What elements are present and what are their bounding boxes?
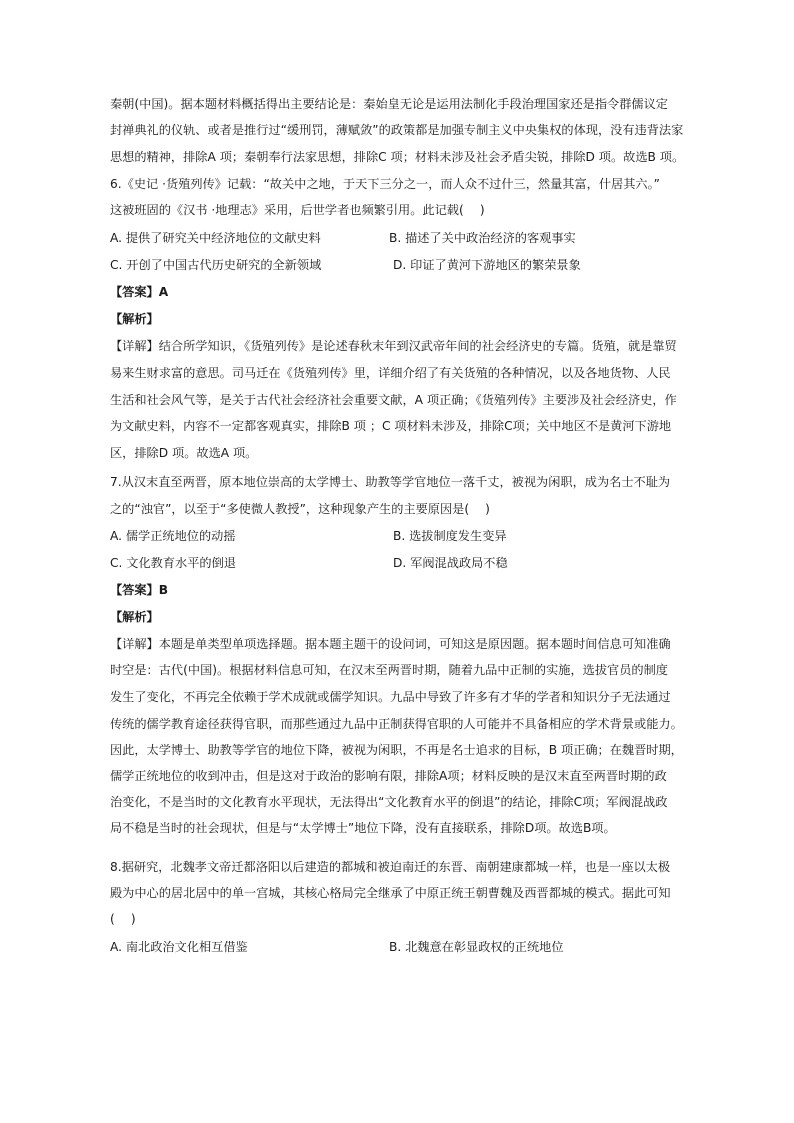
q6-detail-line-3: 生活和社会风气等，是关于古代社会经济社会重要文献，A 项正确；《货殖列传》主要涉及社会经济史，作 xyxy=(110,393,677,407)
q7-detail-line-5: 因此，太学博士、助教等学官的地位下降，被视为闲职，不再是名士追求的目标，B 项正确；在魏晋时期， xyxy=(110,743,683,757)
q7-analysis-label: 【解析】 xyxy=(110,610,159,624)
q7-detail-line-3: 发生了变化，不再完全依赖于学术成就或儒学知识。九品中导致了许多有才华的学者和知识分子无法通过 xyxy=(110,690,671,704)
q8-stem-line-3: ( ) xyxy=(110,912,136,926)
q7-option-a: A. 儒学正统地位的动摇 xyxy=(110,529,236,543)
q7-stem-line-2: 之的“浊官”，以至于“多使微人教授”，这种现象产生的主要原因是( ) xyxy=(110,502,490,516)
q6-option-a: A. 提供了研究关中经济地位的文献史料 xyxy=(110,231,321,245)
q6-option-d: D. 印证了黄河下游地区的繁荣景象 xyxy=(393,258,581,272)
q7-option-c: C. 文化教育水平的倒退 xyxy=(110,556,236,570)
q8-option-a: A. 南北政治文化相互借鉴 xyxy=(110,940,248,954)
q8-option-b: B. 北魏意在彰显政权的正统地位 xyxy=(389,940,564,954)
q7-answer: 【答案】B xyxy=(110,583,169,597)
q6-stem-line-1: 6.《史记 ·货殖列传》记载：“故关中之地，于天下三分之一，而人众不过什三，然量其富，什居其六。” xyxy=(110,177,660,191)
q6-stem-line-2: 这被班固的《汉书 ·地理志》采用，后世学者也频繁引用。此记载( ) xyxy=(110,203,485,217)
q6-option-c: C. 开创了中国古代历史研究的全新领域 xyxy=(110,258,322,272)
q6-detail-line-5: 区，排除D 项。故选A 项。 xyxy=(110,446,258,460)
q8-stem-line-2: 殿为中心的居北居中的单一宫城，其核心格局完全继承了中原正统王朝曹魏及西晋都城的模式。据此可知 xyxy=(110,886,671,900)
q6-detail-line-1: 【详解】结合所学知识，《货殖列传》是论述春秋末年到汉武帝年间的社会经济史的专篇。货殖，就是靠贸 xyxy=(110,339,677,353)
q7-detail-line-8: 局不稳是当时的社会现状，但是与“太学博士”地位下降，没有直接联系，排除D项。故选B项。 xyxy=(110,821,616,835)
q5-analysis-line-1: 秦朝(中国)。据本题材料概括得出主要结论是：秦始皇无论是运用法制化手段治理国家还是指令群儒议定 xyxy=(110,97,668,111)
q8-stem-line-1: 8.据研究，北魏孝文帝迁都洛阳以后建造的都城和被迫南迁的东晋、南朝建康都城一样，也是一座以太极 xyxy=(110,860,671,874)
q6-detail-line-4: 为文献史料，内容不一定都客观真实，排除B 项 ；C 项材料未涉及，排除C项；关中地区不是黄河下游地 xyxy=(110,419,672,433)
q7-detail-line-6: 儒学正统地位的收到冲击，但是这对于政治的影响有限，排除A项；材料反映的是汉末直至两晋时期的政 xyxy=(110,769,667,783)
q5-analysis-line-2: 封禅典礼的仪轨、或者是推行过“缓刑罚，薄赋敛”的政策都是加强专制主义中央集权的体现，没有违背法家 xyxy=(110,123,684,137)
q7-detail-line-7: 治变化，不是当时的文化教育水平现状，无法得出“文化教育水平的倒退”的结论，排除C项；军阀混战政 xyxy=(110,795,668,809)
q6-analysis-label: 【解析】 xyxy=(110,312,159,326)
q6-answer: 【答案】A xyxy=(110,285,169,299)
q6-detail-line-2: 易来生财求富的意思。司马迁在《货殖列传》里，详细介绍了有关货殖的各种情况，以及各地货物、人民 xyxy=(110,366,671,380)
q7-option-b: B. 选拔制度发生变异 xyxy=(393,529,507,543)
q7-option-d: D. 军阀混战政局不稳 xyxy=(393,556,508,570)
q7-stem-line-1: 7.从汉末直至两晋，原本地位崇高的太学博士、助教等学官地位一落千丈，被视为闲职，成为名士不耻为 xyxy=(110,475,671,489)
q7-detail-line-1: 【详解】本题是单类型单项选择题。据本题主题干的设问词，可知这是原因题。据本题时间信息可知准确 xyxy=(110,637,671,651)
q6-option-b: B. 描述了关中政治经济的客观事实 xyxy=(389,231,576,245)
q7-detail-line-2: 时空是：古代(中国)。根据材料信息可知，在汉末至两晋时期，随着九品中正制的实施，选拔官员的制度 xyxy=(110,663,668,677)
q5-analysis-line-3: 思想的精神，排除A 项；秦朝奉行法家思想，排除C 项；材料未涉及社会矛盾尖锐，排除D 项。故选B 项。 xyxy=(110,150,685,164)
q7-detail-line-4: 传统的儒学教育途径获得官职，而那些通过九品中正制获得官职的人可能并不具备相应的学术背景或能力。 xyxy=(110,717,683,731)
